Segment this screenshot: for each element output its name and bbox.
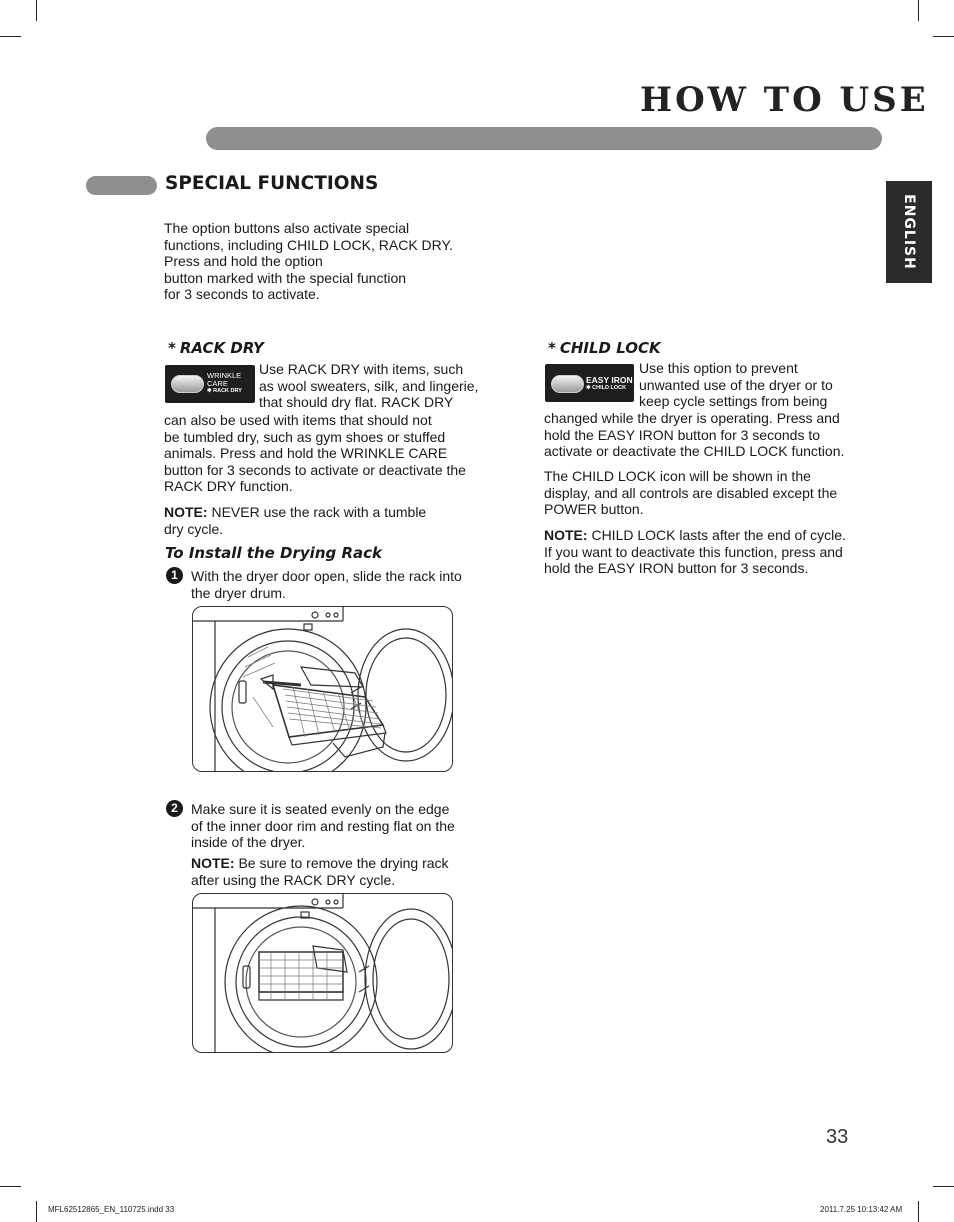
button-label-line: ✱ RACK DRY	[207, 387, 242, 394]
child-lock-paragraph-2	[544, 468, 884, 518]
button-knob-icon	[171, 375, 204, 393]
child-lock-line: keep cycle settings from being	[639, 393, 828, 410]
intro-line: button marked with the special function	[164, 269, 407, 286]
child-lock-line: The CHILD LOCK icon will be shown in the	[544, 468, 811, 484]
rack-dry-line: can also be used with items that should not	[164, 412, 432, 428]
title-bar	[206, 127, 882, 150]
intro-line: Press and hold the option	[164, 253, 323, 270]
wrinkle-care-button-image	[165, 365, 255, 403]
crop-mark	[933, 1186, 954, 1187]
child-lock-line: changed while the dryer is operating. Press and	[544, 410, 840, 426]
section-title: SPECIAL FUNCTIONS	[165, 173, 379, 194]
rack-dry-line: be tumbled dry, such as gym shoes or stuffed	[164, 428, 446, 445]
step-number-badge: 1	[166, 567, 183, 584]
rack-dry-line: RACK DRY function.	[164, 478, 293, 495]
rack-dry-line: animals. Press and hold the WRINKLE CARE	[164, 445, 448, 462]
page-number: 33	[826, 1126, 849, 1148]
crop-mark	[0, 36, 21, 37]
intro-paragraph	[164, 220, 484, 303]
dryer-rack-seated-drawing	[193, 894, 452, 1052]
child-lock-heading-text: CHILD LOCK	[559, 339, 661, 357]
note-text: hold the EASY IRON button for 3 seconds.	[544, 560, 809, 577]
button-label-line: ✱ CHILD LOCK	[586, 384, 627, 391]
note-text: CHILD LOCK lasts after the end of cycle.	[587, 527, 846, 543]
install-heading: To Install the Drying Rack	[165, 544, 383, 562]
page-title: HOW TO USE	[640, 80, 929, 120]
intro-line: for 3 seconds to activate.	[164, 286, 320, 303]
wrinkle-care-label	[207, 372, 242, 395]
step2-note	[191, 855, 491, 888]
step-line: Make sure it is seated evenly on the edge	[191, 801, 450, 817]
child-lock-line: display, and all controls are disabled except the	[544, 484, 838, 501]
rack-dry-note	[164, 504, 484, 537]
step1-text	[191, 568, 491, 601]
rack-dry-line: as wool sweaters, silk, and lingerie,	[259, 377, 479, 394]
child-lock-text-beside	[639, 360, 879, 410]
note-label: NOTE:	[164, 504, 208, 520]
rack-dry-heading	[168, 339, 264, 357]
rack-dry-text-below	[164, 412, 504, 495]
crop-mark	[36, 1201, 37, 1222]
step2-text	[191, 801, 491, 851]
note-text: dry cycle.	[164, 520, 224, 537]
button-label-line: EASY IRON	[586, 375, 633, 385]
step-line: With the dryer door open, slide the rack into	[191, 568, 462, 584]
child-lock-line: hold the EASY IRON button for 3 seconds to	[544, 426, 821, 443]
rack-dry-text-beside	[259, 361, 499, 411]
easy-iron-label	[586, 376, 633, 392]
dryer-rack-drawing	[193, 607, 452, 771]
step-line: of the inner door rim and resting flat on the	[191, 817, 455, 834]
star-icon: *	[548, 339, 556, 357]
language-tab	[886, 181, 932, 283]
note-text: If you want to deactivate this function, press and	[544, 543, 843, 560]
step-number-badge: 2	[166, 800, 183, 817]
intro-line: functions, including CHILD LOCK, RACK DRY.	[164, 236, 453, 253]
rack-dry-line: button for 3 seconds to activate or deactivate the	[164, 461, 466, 478]
child-lock-line: unwanted use of the dryer or to	[639, 376, 833, 393]
rack-dry-heading-text: RACK DRY	[179, 339, 264, 357]
note-text: NEVER use the rack with a tumble	[207, 504, 427, 520]
button-label-line: WRINKLE	[207, 371, 242, 380]
footer-file-info: MFL62512865_EN_110725.indd 33	[48, 1205, 175, 1214]
step-line: inside of the dryer.	[191, 834, 306, 851]
dryer-rack-illustration-1	[192, 606, 453, 772]
note-label: NOTE:	[191, 855, 235, 871]
child-lock-heading	[548, 339, 661, 357]
button-label-line: CARE	[207, 378, 228, 388]
child-lock-note	[544, 527, 884, 577]
rack-dry-line: Use RACK DRY with items, such	[259, 361, 464, 377]
footer-timestamp: 2011.7.25 10:13:42 AM	[820, 1205, 903, 1214]
note-text: Be sure to remove the drying rack	[234, 855, 449, 871]
child-lock-text-below	[544, 410, 884, 460]
button-knob-icon	[551, 375, 584, 393]
crop-mark	[918, 0, 919, 21]
star-icon: *	[168, 339, 176, 357]
rack-dry-line: that should dry flat. RACK DRY	[259, 394, 454, 411]
child-lock-line: Use this option to prevent	[639, 360, 798, 376]
language-tab-label: ENGLISH	[901, 194, 917, 270]
intro-line: The option buttons also activate special	[164, 220, 410, 236]
note-text: after using the RACK DRY cycle.	[191, 871, 396, 888]
crop-mark	[36, 0, 37, 21]
crop-mark	[933, 36, 954, 37]
section-pill	[86, 176, 157, 195]
step-line: the dryer drum.	[191, 584, 286, 601]
crop-mark	[0, 1186, 21, 1187]
dryer-rack-illustration-2	[192, 893, 453, 1053]
child-lock-line: POWER button.	[544, 501, 644, 518]
note-label: NOTE:	[544, 527, 588, 543]
easy-iron-button-image	[545, 364, 634, 402]
child-lock-line: activate or deactivate the CHILD LOCK function.	[544, 443, 845, 460]
crop-mark	[918, 1201, 919, 1222]
